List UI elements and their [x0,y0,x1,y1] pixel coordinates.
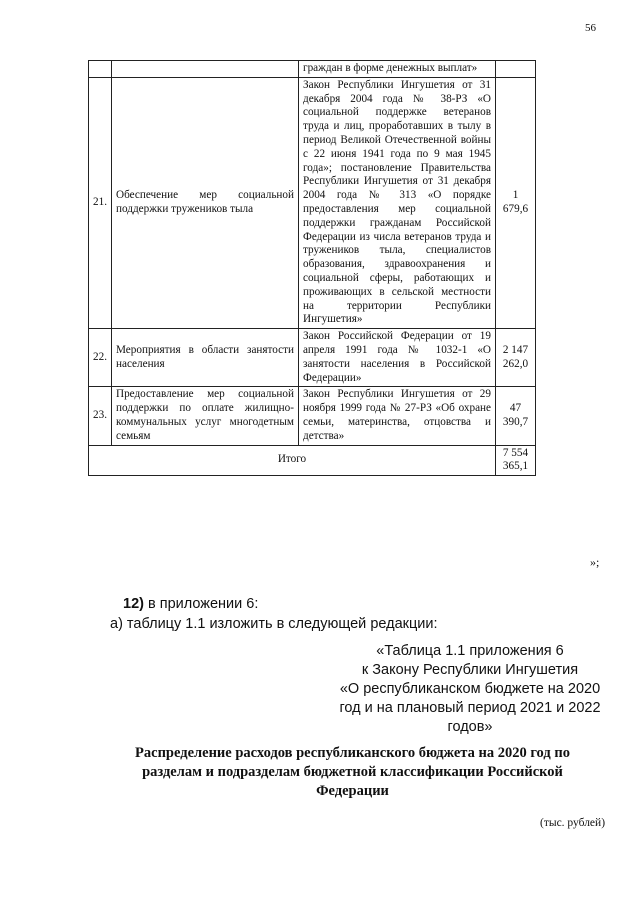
table-row [89,387,536,445]
row-number [89,61,112,78]
legal-basis-text: Закон Республики Ингушетия от 31 декабря 2004 года № 38-РЗ «О социальной поддержке ветеранов труда и лиц, проработавших в тылу в период Великой Отечественной войны с 22 июня 1941 года по 9 мая 1945 года»; постановление Правительства Республики Ингушетия от 31 декабря 2004 года № 313 «О порядке предоставления мер социальной поддержки гражданам Российской Федерации из числа ветеранов труда и тружеников тыла, специалистов образования, здравоохранения и социальной сферы, работающих и проживающих в сельской местности на территории Республики Ингушетия» [303,78,491,326]
row-number: 23. [89,387,112,445]
units-label: (тыс. рублей) [540,817,606,829]
expense-name: Предоставление мер социальной поддержки по оплате жилищно-коммунальных услуг многодетным семьям [112,387,299,445]
legal-basis [299,387,496,445]
amendment-item [123,596,258,612]
amendment-number: 12) [123,596,144,612]
title-line: Распределение расходов республиканского бюджета на 2020 год по [135,745,570,761]
legal-basis [299,329,496,387]
amount: 1 679,6 [496,77,536,328]
title-line: Федерации [316,783,389,799]
legal-basis [299,77,496,328]
caption-line: годов» [447,719,493,735]
amount [496,61,536,78]
amendment-text: в приложении 6: [143,596,259,612]
row-number: 21. [89,77,112,328]
table-caption [330,642,610,737]
legal-basis [299,61,496,78]
table-row [89,329,536,387]
legal-basis-text: граждан в форме денежных выплат» [303,62,478,74]
amount: 2 147 262,0 [496,329,536,387]
total-label: Итого [89,445,496,476]
table-row [89,77,536,328]
total-row [89,445,536,476]
caption-line: «О республиканском бюджете на 2020 [339,681,601,697]
amount: 47 390,7 [496,387,536,445]
legal-basis-text: Закон Республики Ингушетия от 29 ноября 1999 года № 27-РЗ «Об охране семьи, материнства, отцовства и детства» [303,388,491,442]
row-number: 22. [89,329,112,387]
document-title [110,744,595,801]
expense-name [112,61,299,78]
expense-name: Обеспечение мер социальной поддержки тружеников тыла [112,77,299,328]
caption-line: к Закону Республики Ингушетия [361,662,579,678]
table-row [89,61,536,78]
expenditure-table [88,60,536,476]
caption-line: «Таблица 1.1 приложения 6 [376,643,564,659]
page-number: 56 [585,22,596,34]
expense-name: Мероприятия в области занятости населения [112,329,299,387]
closing-quote-mark: »; [590,555,600,569]
amendment-subitem: а) таблицу 1.1 изложить в следующей редакции: [110,616,438,632]
total-amount: 7 554 365,1 [496,445,536,476]
caption-line: год и на плановый период 2021 и 2022 [339,700,601,716]
legal-basis-text: Закон Российской Федерации от 19 апреля 1991 года № 1032-1 «О занятости населения в Российской Федерации» [303,330,491,384]
title-line: разделам и подразделам бюджетной классификации Российской [142,764,563,780]
